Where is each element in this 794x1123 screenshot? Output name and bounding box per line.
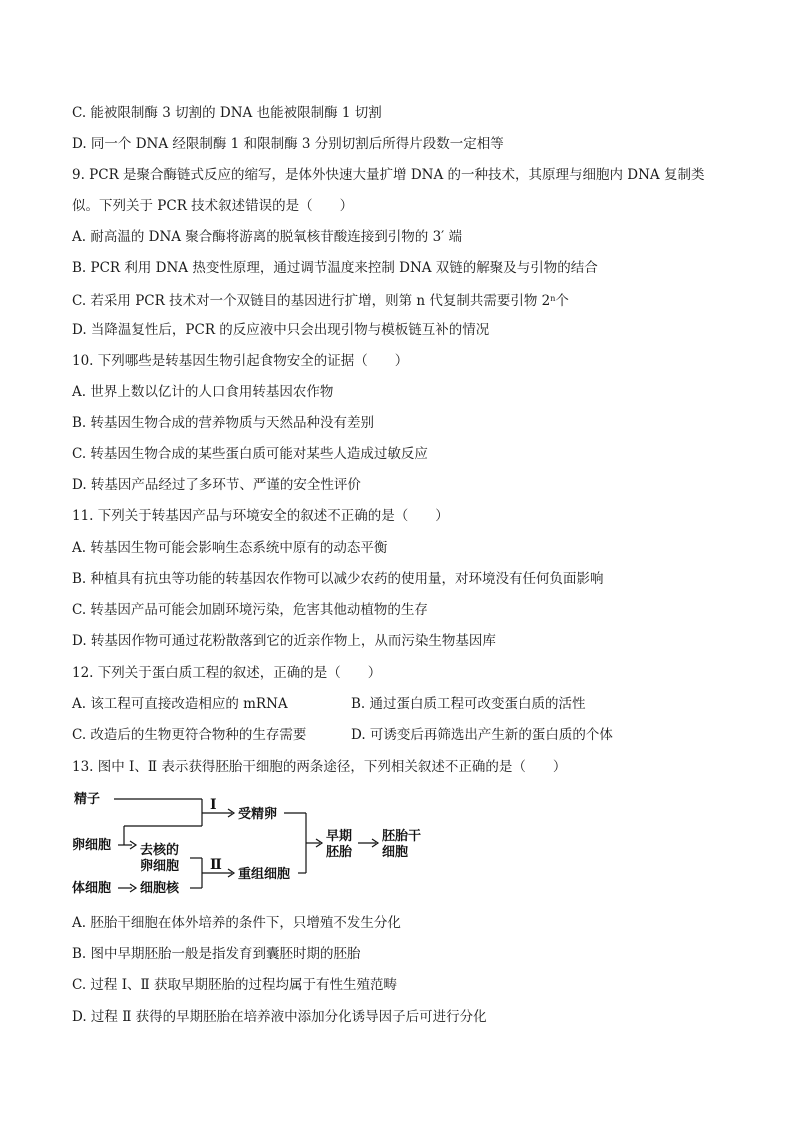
diagram-label-enucleated-2: 卵细胞 <box>140 859 180 874</box>
q9-stem-line2: 似。下列关于 PCR 技术叙述错误的是（ ） <box>72 198 354 214</box>
q9-option-c-text: C. 若采用 PCR 技术对一个双链目的基因进行扩增，则第 n 代复制共需要引物 2 <box>72 293 551 309</box>
q12-option-c: C. 改造后的生物更符合物种的生存需要 <box>72 727 307 743</box>
q9-option-b: B. PCR 利用 DNA 热变性原理，通过调节温度来控制 DNA 双链的解聚及与引物的结合 <box>72 260 598 276</box>
q9-option-c-unit: 个 <box>555 293 569 309</box>
q13-stem: 13. 图中 Ⅰ、Ⅱ 表示获得胚胎干细胞的两条途径，下列相关叙述不正确的是（ ） <box>72 759 567 775</box>
q10-option-a: A. 世界上数以亿计的人口食用转基因农作物 <box>72 384 334 400</box>
q9-option-d: D. 当降温复性后，PCR 的反应液中只会出现引物与模板链互补的情况 <box>72 322 490 338</box>
q13-option-d: D. 过程 Ⅱ 获得的早期胚胎在培养液中添加分化诱导因子后可进行分化 <box>72 1009 487 1025</box>
diagram-label-enucleated-1: 去核的 <box>140 843 180 858</box>
diagram-label-stem-2: 细胞 <box>382 845 409 860</box>
q9-option-c <box>72 289 569 311</box>
q12-option-d: D. 可诱变后再筛选出产生新的蛋白质的个体 <box>351 727 613 743</box>
q10-option-c: C. 转基因生物合成的某些蛋白质可能对某些人造成过敏反应 <box>72 446 428 462</box>
q12-option-a: A. 该工程可直接改造相应的 mRNA <box>72 696 288 712</box>
q13-option-c: C. 过程 Ⅰ、Ⅱ 获取早期胚胎的过程均属于有性生殖范畴 <box>72 977 398 993</box>
q11-option-c: C. 转基因产品可能会加剧环境污染，危害其他动植物的生存 <box>72 602 428 618</box>
diagram-label-egg: 卵细胞 <box>72 838 112 853</box>
q11-option-b: B. 种植具有抗虫等功能的转基因农作物可以减少农药的使用量，对环境没有任何负面影响 <box>72 571 604 587</box>
diagram-label-somatic: 体细胞 <box>72 881 112 896</box>
diagram-label-fertilized: 受精卵 <box>238 807 278 822</box>
q10-stem: 10. 下列哪些是转基因生物引起食物安全的证据（ ） <box>72 353 409 369</box>
q9-option-c-exponent: n <box>550 294 556 303</box>
q8-option-d: D. 同一个 DNA 经限制酶 1 和限制酶 3 分别切割后所得片段数一定相等 <box>72 136 504 152</box>
q9-option-a: A. 耐高温的 DNA 聚合酶将游离的脱氧核苷酸连接到引物的 3′ 端 <box>72 229 463 245</box>
diagram-label-nucleus: 细胞核 <box>140 881 180 896</box>
embryonic-stem-cell-pathway-diagram <box>70 788 430 898</box>
diagram-label-early-2: 胚胎 <box>326 845 353 860</box>
q11-option-a: A. 转基因生物可能会影响生态系统中原有的动态平衡 <box>72 540 388 556</box>
q13-option-a: A. 胚胎干细胞在体外培养的条件下，只增殖不发生分化 <box>72 915 401 931</box>
q11-option-d: D. 转基因作物可通过花粉散落到它的近亲作物上，从而污染生物基因库 <box>72 633 496 649</box>
diagram-route-1: Ⅰ <box>210 797 217 813</box>
diagram-label-reconstructed: 重组细胞 <box>238 867 291 882</box>
q8-option-c: C. 能被限制酶 3 切割的 DNA 也能被限制酶 1 切割 <box>72 105 382 121</box>
q12-option-b: B. 通过蛋白质工程可改变蛋白质的活性 <box>351 696 586 712</box>
diagram-route-2: Ⅱ <box>210 857 222 873</box>
q10-option-b: B. 转基因生物合成的营养物质与天然品种没有差别 <box>72 415 375 431</box>
q13-option-b: B. 图中早期胚胎一般是指发育到囊胚时期的胚胎 <box>72 946 361 962</box>
q10-option-d: D. 转基因产品经过了多环节、严谨的安全性评价 <box>72 477 361 493</box>
diagram-label-stem-1: 胚胎干 <box>382 829 422 844</box>
diagram-label-sperm: 精子 <box>74 792 101 807</box>
q12-stem: 12. 下列关于蛋白质工程的叙述，正确的是（ ） <box>72 665 382 681</box>
q11-stem: 11. 下列关于转基因产品与环境安全的叙述不正确的是（ ） <box>72 508 449 524</box>
diagram-label-early-1: 早期 <box>326 829 353 844</box>
q9-stem-line1: 9. PCR 是聚合酶链式反应的缩写，是体外快速大量扩增 DNA 的一种技术，其原理与细胞内 DNA 复制类 <box>72 167 705 183</box>
